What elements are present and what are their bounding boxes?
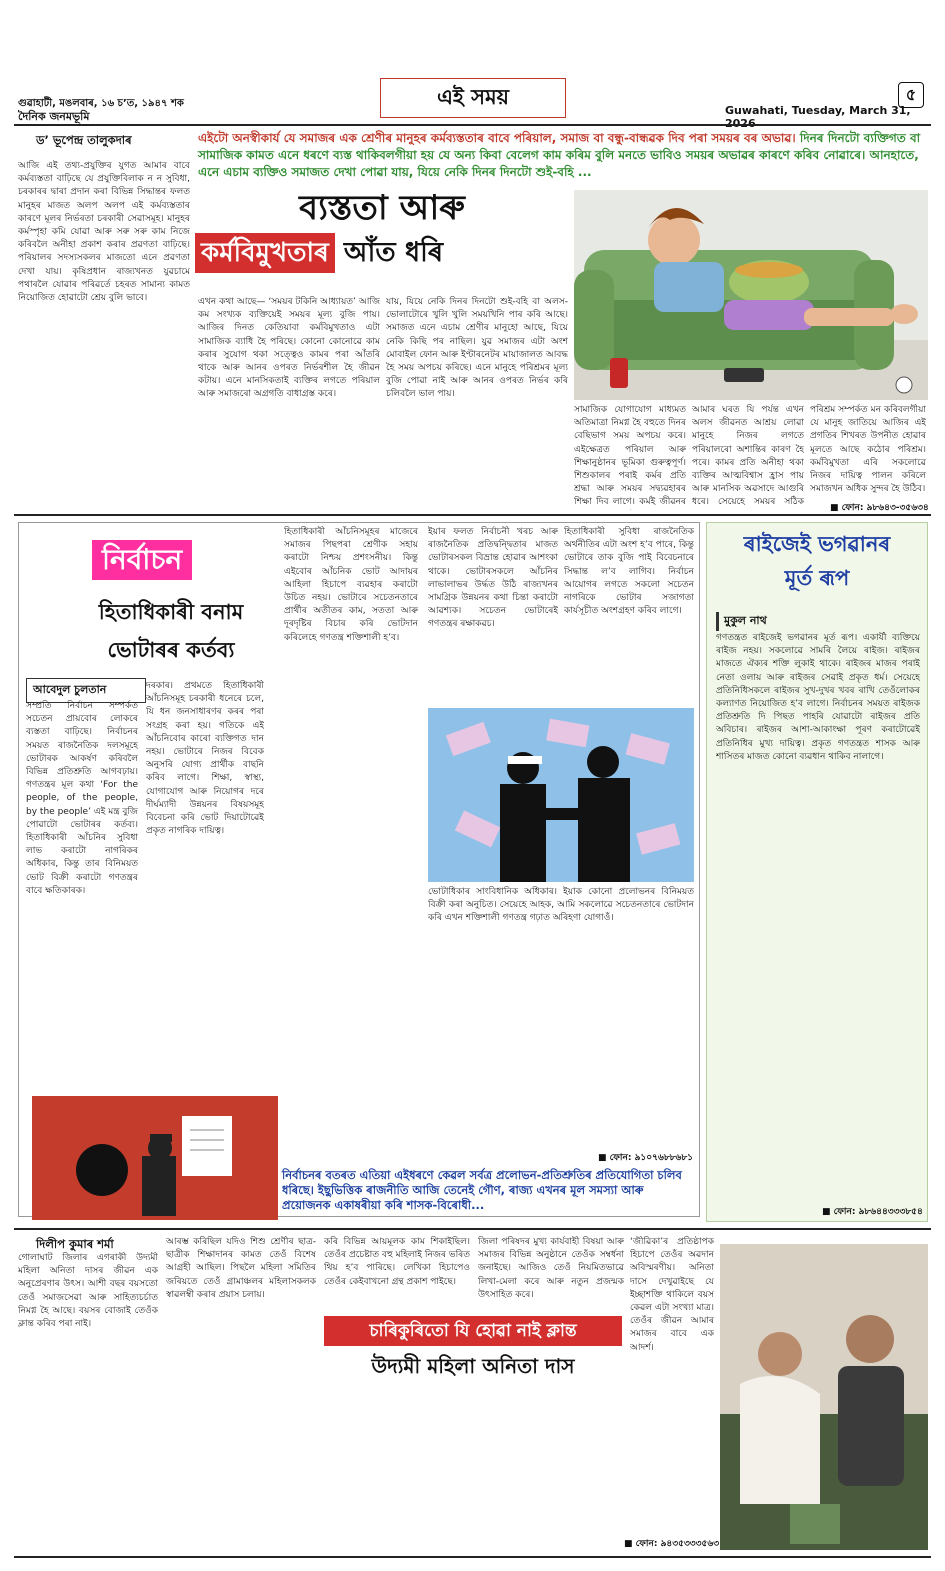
- bihu-byline: মুকুল নাথ: [716, 612, 767, 631]
- section-title: এই সময়: [380, 78, 566, 118]
- election-col5: হিতাধিকাৰী সুবিধা ৰাজনৈতিক অৰ্থনীতিৰ এটা অংশ হ’ব পাৰে, কিন্তু ভোটাৰে তাক বুজি পাই বিবেচনাৰে সিদ্ধান্ত ল’ব লাগিব। নিৰ্বাচন আয়োগৰ লগতে সকলো সচেতন নাগৰিকে ভোটাৰ সজাগতা কাৰ্যসূচীত অংশগ্ৰহণ কৰিব লাগে।: [564, 527, 694, 617]
- headline-rest: আঁত ধৰি: [343, 237, 444, 268]
- election-footer-quote: নিৰ্বাচনৰ বতৰত এতিয়া এইধৰণে কেৱল সৰ্বত্ৰ প্ৰলোভন-প্ৰতিশ্ৰুতিৰ প্ৰতিযোগিতা চলিব ধৰিছে। ইছুভিত্তিক ৰাজনীতি আজি তেনেই গৌণ, ৰাজ্য এখনৰ মূল সমস্যা আৰু প্ৰয়োজনক একাষৰীয়া কৰি শাসক-বিৰোধী...: [282, 1168, 682, 1212]
- lead-intro-green: দিনৰ দিনটো ব্যক্তিগত বা সামাজিক কামত এনে ধৰণে ব্যস্ত থাকিবলগীয়া হয় যে অন্য কিবা বেলেগ কাম কৰিম বুলি মনতে ভাবিও সময়ৰ অভাৱৰ কাৰণে কৰিব নোৱাৰে। আনহাতে, এনে এচাম ব্যক্তিও সমাজত দেখা পোৱা যায়, যিয়ে নেকি দিনৰ দিনটো শুই-বহি ...: [198, 131, 921, 179]
- bihu-phone: ■ ফোন: ৯৮৬৪৪৩৩৩৮৫৪: [822, 1207, 923, 1217]
- handshake-illustration: [428, 708, 694, 882]
- anita-phone: ■ ফোন: ৯৪৩৫৩৩৩৫৬৩: [624, 1539, 720, 1549]
- money-illustration: [32, 1096, 278, 1220]
- anita-col2: আৰম্ভ কৰিছিল যদিও শিশু শ্ৰেণীৰ ছাত্ৰ-ছাত্ৰীক শিক্ষাদানৰ কামত তেওঁ বিশেষ আগ্ৰহী আছিল। পিছলৈ মহিলা সমিতিৰ জৰিয়তে তেওঁ গ্ৰামাঞ্চলৰ মহিলাসকলক স্বাৱলম্বী কৰাৰ প্ৰয়াস চলায়।: [166, 1237, 316, 1300]
- anita-headline-main: উদ্যমী মহিলা অনিতা দাস: [371, 1354, 575, 1378]
- election-col6: ভোটাধিকাৰ সাংবিধানিক অধিকাৰ। ইয়াক কোনো প্ৰলোভনৰ বিনিময়ত বিক্ৰী কৰা অনুচিত। সেয়েহে আহক, আমি সকলোৱে সচেতনতাৰে ভোটদান কৰি এখন শক্তিশালী গণতন্ত্ৰ গঢ়াত অৰিহণা যোগাওঁ।: [428, 887, 694, 924]
- anita-photo: [720, 1244, 928, 1550]
- election-title-2: ভোটাৰৰ কৰ্তব্য: [107, 638, 235, 662]
- bihu-title-1: ৰাইজেই ভগৱানৰ: [743, 532, 891, 556]
- election-col2: দৰকাৰ। প্ৰথমতে হিতাধিকাৰী আঁচনিসমূহ চৰকাৰী ধনেৰে চলে, যি ধন জনসাধাৰণৰ কৰৰ পৰা সংগ্ৰহ কৰা হয়। গতিকে এই আঁচনিবোৰ কাৰো ব্যক্তিগত দান নহয়। ভোটাৰে নিজৰ বিবেক অনুসৰি যোগ্য প্ৰাৰ্থীক বাছনি কৰিব লাগে। শিক্ষা, স্বাস্থ্য, যোগাযোগ আৰু নিয়োগৰ দৰে দীৰ্ঘম্যাদী উন্নয়নৰ বিষয়সমূহ বিবেচনা কৰি ভোট দিয়াটোৱেই প্ৰকৃত নাগৰিক দায়িত্ব।: [146, 681, 264, 837]
- masthead-date-en: Guwahati, Tuesday, March 31,: [725, 104, 911, 117]
- anita-col1: গোলাঘাট জিলাৰ এগৰাকী উদ্যমী মহিলা অনিতা দাসৰ জীৱন এক অনুপ্ৰেৰণাৰ উৎস। আশী বছৰ বয়সতো তেওঁ সমাজসেৱা আৰু সাহিত্যচৰ্চাত নিমগ্ন হৈ আছে। বয়সৰ বোজাই তেওঁক ক্লান্ত কৰিব পৰা নাই।: [18, 1253, 158, 1330]
- bihu-body: গণতন্ত্ৰত ৰাইজেই ভগৱানৰ মূৰ্ত ৰূপ। একাৰ্যী ব্যক্তিয়ে ৰাইজ নহয়। সকলোৱে সামৰি লৈয়ে ৰাইজ। ৰাইজৰ মাজতে ঐক্যৰ শক্তি লুকাই থাকে। ৰাইজৰ মাজৰ পৰাই নেতা ওলায় আৰু ৰাইজৰ সেৱাই প্ৰকৃত ধৰ্ম। সেয়েহে প্ৰতিনিধিসকলে ৰাইজৰ সুখ-দুখৰ খবৰ ৰাখি তেওঁলোকৰ কল্যাণত নিয়োজিত হ’ব লাগে। নিৰ্বাচনৰ সময়ত ৰাইজক প্ৰতিশ্ৰুতি দি পিছত পাহৰি যোৱাটো ৰাইজৰ প্ৰতি অবিচাৰ। ৰাইজৰ আশা-আকাংক্ষা পূৰণ কৰাটোৱেই প্ৰতিনিধিৰ মুখ্য দায়িত্ব। প্ৰকৃত গণতন্ত্ৰত শাসক আৰু শাসিতৰ মাজত কোনো ব্যৱধান থাকিব নালাগে।: [716, 633, 920, 762]
- lead-col2: এখন কথা আছে— ‘সময়ৰ টকিনি আধ্যায়ত’ আজি কম সংখ্যক ব্যক্তিয়েই সময়ৰ মূল্য বুজি পায়। আজিৰ দিনত কেতিয়াবা কৰ্মবিমুখতাও এটা সামাজিক ব্যাধি হৈ পৰিছে। কোনো কোনোৱে কাম কৰাৰ সুযোগ থকা সত্ত্বেও কামৰ পৰা আঁতৰি থাকে আৰু আনৰ ওপৰত নিৰ্ভৰশীল হৈ জীৱন কটায়। এনে মানসিকতাই ব্যক্তিৰ লগতে পৰিয়াল আৰু সমাজৰো অগ্ৰগতি বাধাগ্ৰস্ত কৰে।: [198, 297, 380, 400]
- election-tag: নিৰ্বাচন: [92, 540, 192, 580]
- lead-col6: পৰিশ্ৰম সম্পৰ্কত মন কৰিবলগীয়া যে মানুহ জাতিয়ে আজিৰ এই প্ৰগতিৰ শিখৰত উপনীত হোৱাৰ মূলতে আছে কঠোৰ পৰিশ্ৰম। কৰ্মবিমুখতা এৰি সকলোৱে নিজৰ দায়িত্ব পালন কৰিলে সমাজখন অধিক সুন্দৰ হৈ উঠিব।: [810, 405, 926, 495]
- lead-col1: আজি এই তথ্য-প্ৰযুক্তিৰ যুগত আমাৰ বাবে কৰ্মব্যস্ততা বাঢ়িছে যে প্ৰযুক্তিবিলাক ন ন সুবিধা, চৰকাৰৰ দ্বাৰা প্ৰদান কৰা বিভিন্ন সিদ্ধান্তৰ ফলত মানুহৰ মাজত অলপ অলপ এই কৰ্মব্যস্ততাৰ কাৰণে মূলৰ নিৰ্ভৰতা চৰকাৰী সেৱাসমূহ। মানুহৰ কৰ্মস্পৃহা কমি যোৱা আৰু সৰু সৰু কাম নিজে কৰিবলৈ অনীহা প্ৰকাশ কৰাৰ প্ৰৱণতা বাঢ়িছে। পৰিয়ালৰ সদস্যসকলৰ মাজতো এনে প্ৰৱণতা দেখা যায়। কৃষিপ্ৰধান ৰাজ্যখনত যুৱচামে পথাৰলৈ যোৱাৰ পৰিৱৰ্তে চহৰত সামান্য কামত নিয়োজিত হোৱাটো শ্ৰেয় বুলি ভাবে।: [18, 161, 190, 304]
- headline-line1: ব্যস্ততা আৰু: [299, 188, 465, 228]
- lead-col5: আমাৰ ঘৰত যি পৰ্যন্ত এখন অলস জীৱনত আশ্ৰয় লোৱা মানুহে নিজৰ লগতে পৰিয়ালৰো অশান্তিৰ কাৰণ হৈ পৰে। কামৰ প্ৰতি অনীহা থকা ব্যক্তিৰ আত্মবিশ্বাস হ্ৰাস পায় আৰু মানসিক অৱসাদে আগুৰি ধৰে। সেয়েহে সময়ৰ সঠিক: [692, 405, 804, 508]
- headline-highlight: কৰ্মবিমুখতাৰ: [195, 233, 335, 273]
- election-col3: হিতাধিকাৰী আঁচনিসমূহৰ মাজেৰে সমাজৰ পিছপৰা শ্ৰেণীক সহায় কৰাটো নিশ্চয় প্ৰশংসনীয়। কিন্তু এইবোৰ আঁচনিক ভোট আদায়ৰ আহিলা হিচাপে ব্যৱহাৰ কৰাটো উচিত নহয়। ভোটাৰে সচেতনতাৰে প্ৰাৰ্থীৰ অতীতৰ কাম, সততা আৰু দূৰদৃষ্টিৰ বিচাৰ কৰি ভোটদান কৰিলেহে গণতন্ত্ৰ শক্তিশালী হ’ব।: [284, 527, 418, 643]
- lazy-man-illustration: [574, 190, 928, 400]
- election-phone: ■ ফোন: ৯১০৭৬৮৮৬৮১: [598, 1153, 694, 1163]
- bihu-title-2: মূৰ্ত ৰূপ: [784, 566, 850, 590]
- lead-col4: সামাজিক যোগাযোগ মাধ্যমত অতিমাত্ৰা নিমগ্ন হৈ বহুতে দিনৰ বেছিভাগ সময় অপচয় কৰে। এইক্ষেত্ৰত পৰিয়াল আৰু শিক্ষানুষ্ঠানৰ ভূমিকা গুৰুত্বপূৰ্ণ। শিশুকালৰ পৰাই কৰ্মৰ প্ৰতি শ্ৰদ্ধা আৰু সময়ৰ সদ্ব্যৱহাৰৰ শিক্ষা দিব লাগে। কৰ্মই জীৱনৰ: [574, 405, 686, 508]
- anita-col4: জিলা পৰিষদৰ মুখ্য কাৰ্যবাহী বিষয়া আৰু সমাজৰ বিভিন্ন অনুষ্ঠানে তেওঁক সম্বৰ্ধনা জনাইছে। আজিও তেওঁ নিয়মিতভাৱে লিখা-মেলা কৰে আৰু নতুন প্ৰজন্মক উৎসাহিত কৰে।: [478, 1237, 624, 1300]
- election-title-1: হিতাধিকাৰী বনাম: [98, 600, 244, 624]
- lead-col3: যায়, যিয়ে নেকি দিনৰ দিনটো শুই-বহি বা অলস-ভোলাটোৰে খুলি খুলি সময়খিনি পাৰ কৰি আছে। সমাজত এনে এচাম শ্ৰেণীৰ মানুহো আছে, যিয়ে নেকি কিছি পৰ নাছিল। যুৱ সমাজৰ এটা অংশ মোবাইল ফোন আৰু ইণ্টাৰনেটৰ মায়াজালত আবদ্ধ হৈ সময় অপচয় কৰিছে। এনে মানুহে পৰিশ্ৰমৰ মূল্য বুজি পোৱা নাই আৰু আনৰ ওপৰত নিৰ্ভৰ কৰি চলিবলৈ ভাল পায়।: [386, 297, 568, 400]
- anita-col3: কৰি বিভিন্ন আয়মূলক কাম শিকাইছিল। তেওঁৰ প্ৰচেষ্টাত বহু মহিলাই নিজৰ ভৰিত থিয় হ’ব পাৰিছে। লেখিকা হিচাপেও তেওঁৰ কেইবাখনো গ্ৰন্থ প্ৰকাশ পাইছে।: [324, 1237, 470, 1287]
- anita-headline-box: চাৰিকুৰিতো যি হোৱা নাই ক্লান্ত: [324, 1316, 622, 1346]
- anita-col5: ‘জীৱিকা’ৰ প্ৰতিষ্ঠাপক হিচাপে তেওঁৰ অৱদান অবিস্মৰণীয়। অনিতা দাসে দেখুৱাইছে যে ইচ্ছাশক্তি থাকিলে বয়স কেৱল এটা সংখ্যা মাত্ৰ। তেওঁৰ জীৱন আমাৰ সমাজৰ বাবে এক আদৰ্শ।: [630, 1237, 714, 1353]
- lead-byline: ড’ ভূপেন্দ্ৰ তালুকদাৰ: [36, 133, 132, 147]
- anita-byline: দিলীপ কুমাৰ শৰ্মা: [36, 1237, 114, 1251]
- lead-headline: [195, 188, 569, 277]
- lead-phone: ■ ফোন: ৯৮৬৪৩-৩৫৬৩৪: [830, 503, 929, 513]
- election-col1: সম্প্ৰতি নিৰ্বাচন সম্পৰ্কত সচেতন প্ৰায়বোৰ লোকৰে ব্যস্ততা বাঢ়িছে। নিৰ্বাচনৰ সময়ত ৰাজনৈতিক দলসমূহে ভোটাৰক আকৰ্ষণ কৰিবলৈ বিভিন্ন প্ৰতিশ্ৰুতি আগবঢ়ায়। গণতন্ত্ৰৰ মূল কথা ‘For the people, of the people, by the people’ এই মন্ত্ৰ বুজি পোৱাটো ভোটাৰৰ কৰ্তব্য। হিতাধিকাৰী আঁচনিৰ সুবিধা লাভ কৰাটো নাগৰিকৰ অধিকাৰ, কিন্তু তাৰ বিনিময়ত ভোট বিক্ৰী কৰাটো গণতন্ত্ৰৰ বাবে ক্ষতিকাৰক।: [26, 701, 138, 896]
- lead-intro-red: এইটো অনস্বীকাৰ্য যে সমাজৰ এক শ্ৰেণীৰ মানুহৰ কৰ্মব্যস্ততাৰ বাবে পৰিয়াল, সমাজ বা বন্ধু-বান্ধৱক দিব পৰা সময়ৰ বৰ অভাৱ।: [198, 131, 796, 145]
- election-byline: আবেদুল চুলতান: [26, 678, 146, 703]
- election-col4: ইয়াৰ ফলত নিৰ্বাচনী খৰচ আৰু ৰাজনৈতিক প্ৰতিদ্বন্দ্বিতাৰ মাজত ভোটাৰসকল বিভ্ৰান্ত হোৱাৰ আশংকা থাকে। ভোটাৰসকলে আঁচনিৰ লাভালাভৰ উৰ্দ্ধত উঠি ৰাজ্যখনৰ সামগ্ৰিক উন্নয়নৰ কথা চিন্তা কৰাটো আৱশ্যক। সচেতন ভোটাৰেই গণতন্ত্ৰৰ ৰক্ষাকৱচ।: [428, 527, 558, 630]
- masthead-date-as: গুৱাহাটী, মঙলবাৰ, ১৬ চ’ত, ১৯৪৭ শক: [18, 98, 184, 109]
- page-number: ৫: [898, 82, 924, 108]
- masthead-paper-name: দৈনিক জনমভূমি: [18, 110, 90, 123]
